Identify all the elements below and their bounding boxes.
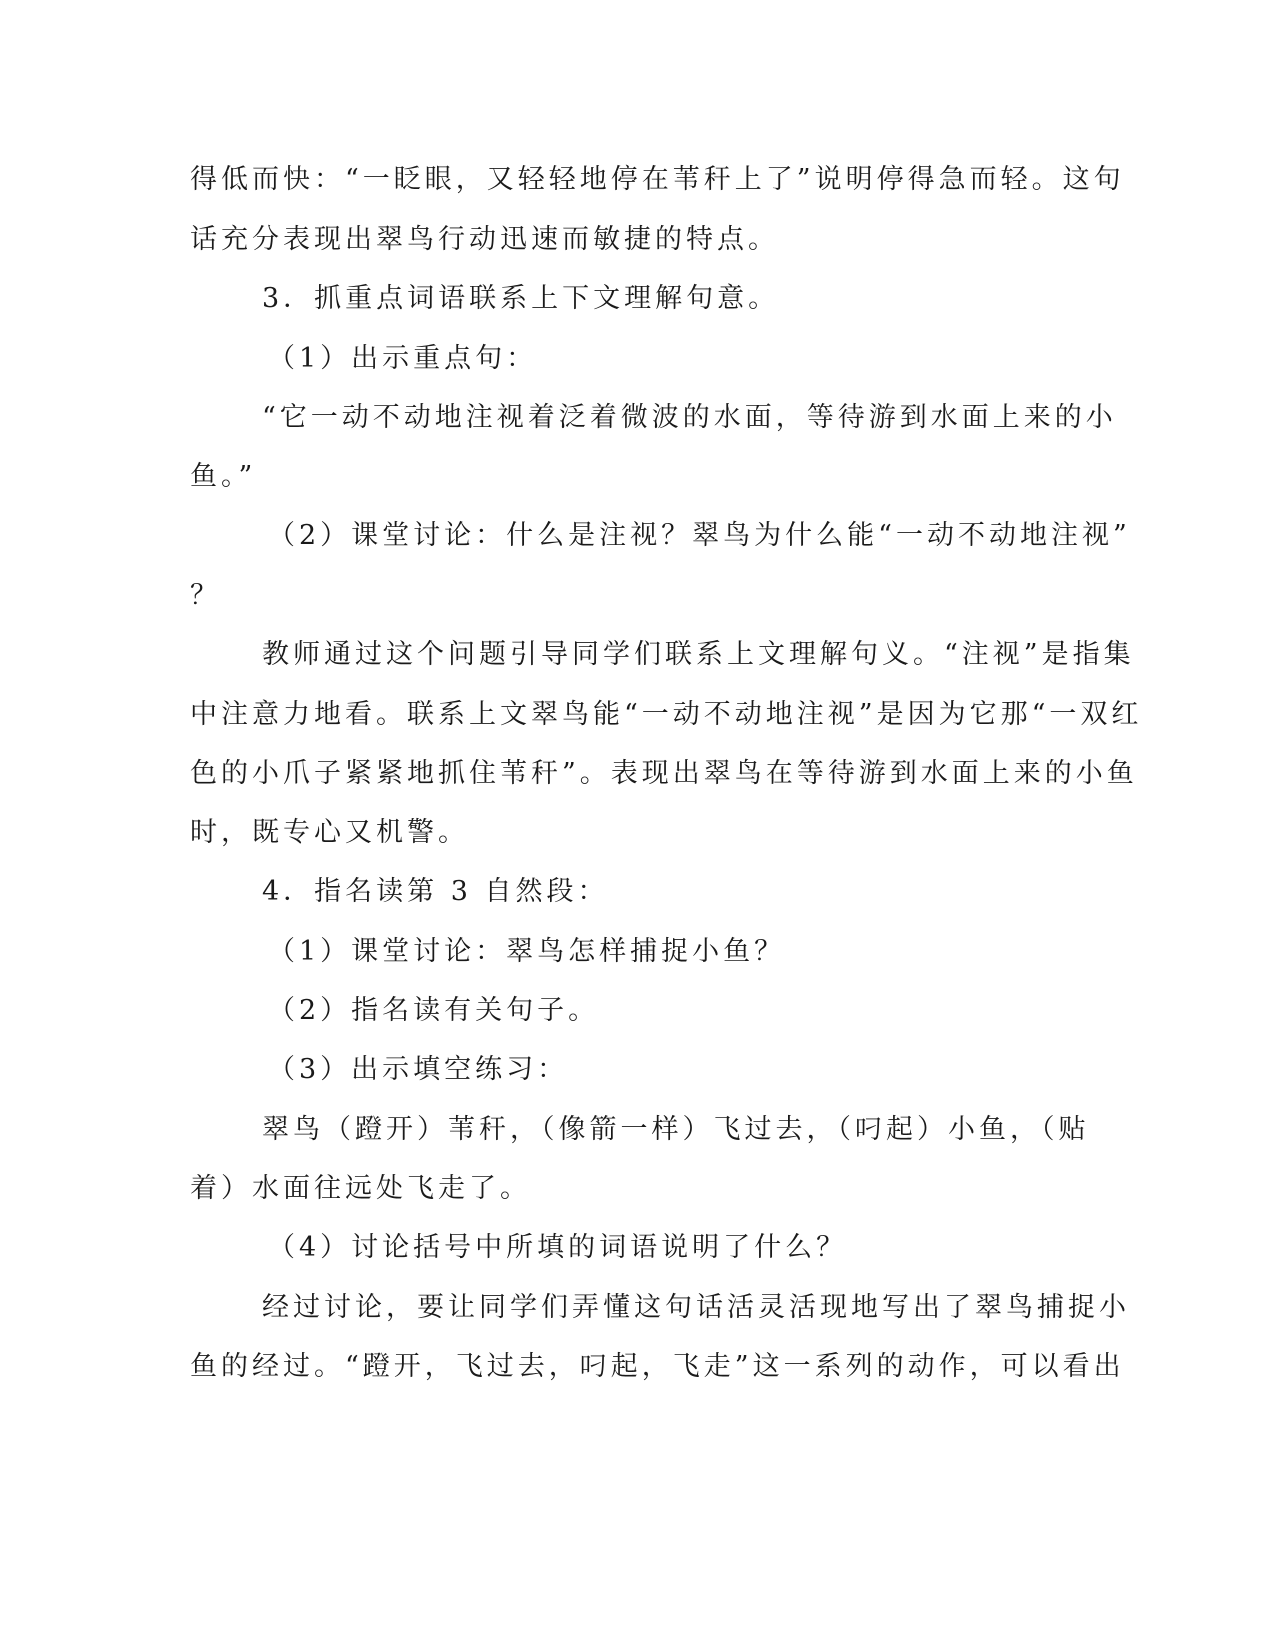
text-line: 鱼的经过。“蹬开，飞过去，叼起，飞走”这一系列的动作，可以看出: [190, 1351, 1125, 1382]
text-line: 教师通过这个问题引导同学们联系上文理解句义。“注视”是指集: [262, 639, 1135, 670]
text-line: ？: [190, 580, 221, 611]
text-line: （1）课堂讨论：翠鸟怎样捕捉小鱼？: [268, 936, 786, 967]
text-line: （4）讨论括号中所填的词语说明了什么？: [268, 1232, 848, 1263]
text-line: （2）课堂讨论：什么是注视？翠鸟为什么能“一动不动地注视”: [268, 520, 1131, 551]
text-line: 得低而快：“一眨眼，又轻轻地停在苇秆上了”说明停得急而轻。这句: [190, 164, 1125, 195]
text-line: （3）出示填空练习：: [268, 1054, 569, 1085]
text-line: “它一动不动地注视着泛着微波的水面，等待游到水面上来的小: [262, 402, 1117, 433]
text-line: 话充分表现出翠鸟行动迅速而敏捷的特点。: [190, 224, 779, 255]
text-line: （1）出示重点句：: [268, 343, 538, 374]
text-line: 翠鸟（蹬开）苇秆，（像箭一样）飞过去，（叼起）小鱼，（贴: [262, 1114, 1090, 1145]
text-line: 3．抓重点词语联系上下文理解句意。: [262, 283, 780, 314]
text-line: 色的小爪子紧紧地抓住苇秆”。表现出翠鸟在等待游到水面上来的小鱼: [190, 758, 1138, 789]
text-line: （2）指名读有关句子。: [268, 995, 600, 1026]
text-line: 经过讨论，要让同学们弄懂这句话活灵活现地写出了翠鸟捕捉小: [262, 1292, 1130, 1323]
text-line: 中注意力地看。联系上文翠鸟能“一动不动地注视”是因为它那“一双红: [190, 699, 1143, 730]
text-line: 4．指名读第 3 自然段：: [262, 876, 609, 907]
text-line: 鱼。”: [190, 461, 257, 492]
text-line: 时，既专心又机警。: [190, 817, 469, 848]
text-line: 着）水面往远处飞走了。: [190, 1173, 531, 1204]
